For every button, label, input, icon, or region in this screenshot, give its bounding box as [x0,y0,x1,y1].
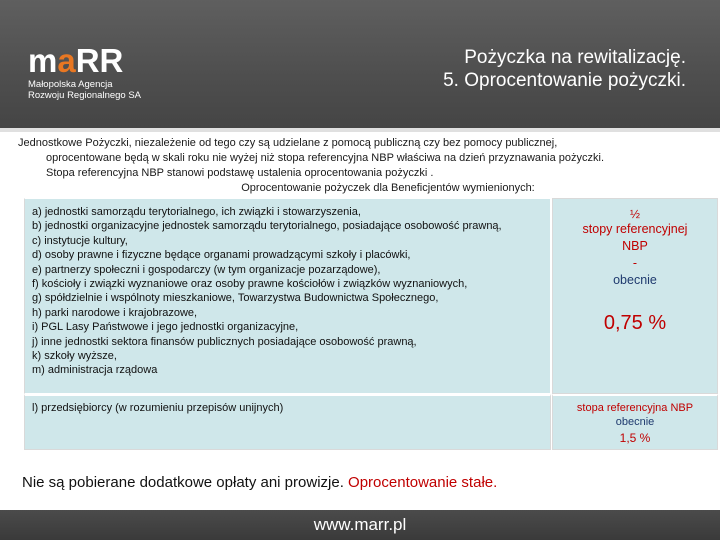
rate-current-label: obecnie [613,273,657,287]
logo-letter-m: m [28,42,58,79]
logo-subtitle-1: Małopolska Agencja [28,79,113,90]
intro-line-3: Stopa referencyjna NBP stanowi podstawę ustalenia oprocentowania pożyczki . [46,167,434,179]
header-separator [0,128,720,132]
logo-wordmark [28,44,141,78]
logo-subtitle-2: Rozwoju Regionalnego SA [28,90,142,101]
rate-ref-line1: stopy referencyjnej [582,222,688,236]
fees-note-text: Nie są pobierane dodatkowe opłaty ani prowizje. [22,474,349,491]
logo-letters-rr: RR [75,42,124,79]
rate-business-cell [552,394,718,450]
intro-line-1: Jednostkowe Pożyczki, niezależenie od tego czy są udzielane z pomocą publiczną czy bez pomocy publicznej, [18,137,558,149]
list-item: d) osoby prawne i fizyczne będące organami prowadzącymi szkoły i placówki, [32,249,411,262]
intro-text [18,136,708,196]
slide-title-line1: Pożyczka na rewitalizację. [464,47,686,68]
list-item: c) instytucje kultury, [32,234,128,247]
website-link[interactable]: www.marr.pl [313,515,407,534]
slide-title [310,46,686,92]
rate-public-cell [552,198,718,394]
beneficiaries-public-cell [24,198,551,394]
footer-band [0,510,720,540]
list-item: e) partnerzy społeczni i gospodarczy (w tym organizacje pozarządowe), [32,263,381,276]
rate-business-current-label: obecnie [615,416,655,428]
rate-business-ref: stopa referencyjna NBP [576,402,694,414]
list-item: g) spółdzielnie i wspólnoty mieszkaniowe, Towarzystwa Budownictwa Społecznego, [32,292,439,305]
intro-line-2: oprocentowane będą w skali roku nie wyżej niż stopa referencyjna NBP właściwa na dzień przyznawania pożyczki. [46,152,605,164]
list-item: f) kościoły i związki wyznaniowe oraz osoby prawne kościołów i związków wyznaniowych, [32,278,468,291]
interest-rate-table [24,198,718,450]
rate-ref-line2: NBP [622,239,648,253]
intro-line-4: Oprocentowanie pożyczek dla Beneficjentów wymienionych: [241,182,535,194]
fees-note [22,474,497,492]
fixed-rate-note: Oprocentowanie stałe. [348,474,498,491]
header-band [0,0,720,128]
list-item: k) szkoły wyższe, [32,350,117,363]
rate-business-value: 1,5 % [619,431,651,445]
list-item: a) jednostki samorządu terytorialnego, ich związki i stowarzyszenia, [32,206,361,218]
logo-letter-a: a [57,42,76,79]
list-item: h) parki narodowe i krajobrazowe, [32,306,198,319]
list-item: i) PGL Lasy Państwowe i jego jednostki organizacyjne, [32,321,299,334]
list-item: m) administracja rządowa [32,364,158,377]
beneficiaries-business-cell [24,394,551,450]
beneficiaries-list [25,199,550,378]
business-beneficiary-text: l) przedsiębiorcy (w rozumieniu przepisów unijnych) [32,402,284,414]
rate-public [553,199,717,335]
slide-title-line2: 5. Oprocentowanie pożyczki. [443,70,686,91]
list-item: b) jednostki organizacyjne jednostek samorządu terytorialnego, posiadające osobowość prawną, [32,220,502,233]
rate-fraction: ½ [629,207,640,221]
rate-dash: - [632,256,638,270]
rate-public-value: 0,75 % [603,312,667,334]
list-item: j) inne jednostki sektora finansów publicznych posiadające osobowość prawną, [32,335,417,348]
rate-business [553,396,717,446]
marr-logo [28,44,141,101]
